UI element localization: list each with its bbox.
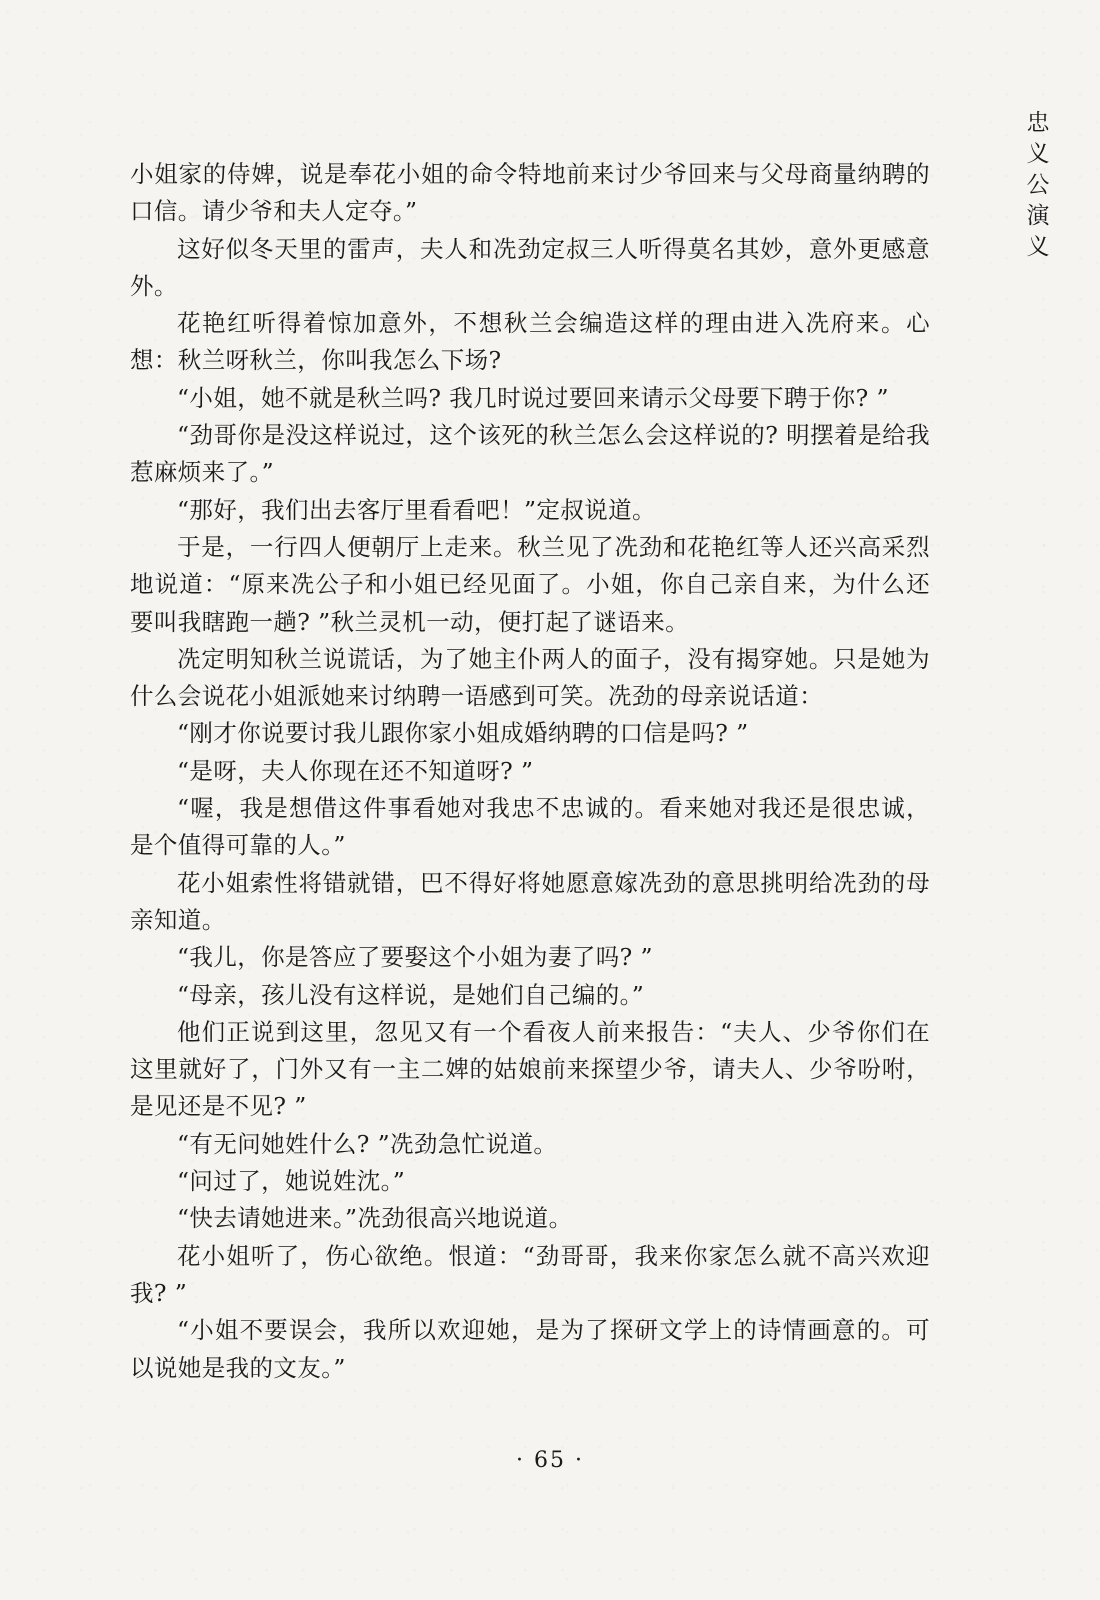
paragraph: 花小姐索性将错就错，巴不得好将她愿意嫁冼劲的意思挑明给冼劲的母亲知道。: [130, 868, 930, 934]
paragraph: “母亲，孩儿没有这样说，是她们自己编的。”: [177, 980, 645, 1009]
body-text: [130, 156, 930, 1387]
paragraph: “我儿，你是答应了要娶这个小姐为妻了吗? ”: [177, 943, 653, 972]
paragraph: “刚才你说要讨我儿跟你家小姐成婚纳聘的口信是吗? ”: [177, 719, 749, 748]
paragraph: “有无问她姓什么? ”冼劲急忙说道。: [177, 1129, 558, 1158]
paragraph: “小姐，她不就是秋兰吗? 我几时说过要回来请示父母要下聘于你? ”: [177, 383, 889, 412]
paragraph: “喔，我是想借这件事看她对我忠不忠诚的。看来她对我还是很忠诚，是个值得可靠的人。”: [130, 794, 930, 860]
paragraph: 这好似冬天里的雷声，夫人和冼劲定叔三人听得莫名其妙，意外更感意外。: [130, 234, 930, 300]
paragraph: 花小姐听了，伤心欲绝。恨道：“劲哥哥，我来你家怎么就不高兴欢迎我? ”: [130, 1241, 930, 1307]
paragraph: 他们正说到这里，忽见又有一个看夜人前来报告：“夫人、少爷你们在这里就好了，门外又有一主二婢的姑娘前来探望少爷，请夫人、少爷吩咐，是见还是不见? ”: [130, 1017, 930, 1121]
paragraph: 花艳红听得着惊加意外，不想秋兰会编造这样的理由进入冼府来。心想：秋兰呀秋兰，你叫我怎么下场?: [130, 309, 930, 375]
paragraph: “问过了，她说姓沈。”: [177, 1167, 406, 1196]
paragraph: 小姐家的侍婢，说是奉花小姐的命令特地前来讨少爷回来与父母商量纳聘的口信。请少爷和夫人定夺。”: [130, 160, 930, 226]
paragraph: “劲哥你是没这样说过，这个该死的秋兰怎么会这样说的? 明摆着是给我惹麻烦来了。”: [130, 421, 930, 487]
paragraph: “快去请她进来。”冼劲很高兴地说道。: [177, 1204, 573, 1233]
page-number: · 65 ·: [516, 1448, 584, 1473]
paragraph: 冼定明知秋兰说谎话，为了她主仆两人的面子，没有揭穿她。只是她为什么会说花小姐派她来讨纳聘一语感到可笑。冼劲的母亲说话道：: [130, 644, 930, 711]
paragraph: “是呀，夫人你现在还不知道呀? ”: [177, 756, 534, 785]
running-head: 忠义公演义: [1026, 110, 1050, 260]
paragraph: “那好，我们出去客厅里看看吧！”定叔说道。: [177, 495, 656, 524]
paragraph: “小姐不要误会，我所以欢迎她，是为了探研文学上的诗情画意的。可以说她是我的文友。”: [130, 1316, 930, 1382]
paragraph: 于是，一行四人便朝厅上走来。秋兰见了冼劲和花艳红等人还兴高采烈地说道：“原来冼公子和小姐已经见面了。小姐，你自己亲自来，为什么还要叫我瞎跑一趟? ”秋兰灵机一动，便打起了谜语来。: [130, 532, 930, 636]
